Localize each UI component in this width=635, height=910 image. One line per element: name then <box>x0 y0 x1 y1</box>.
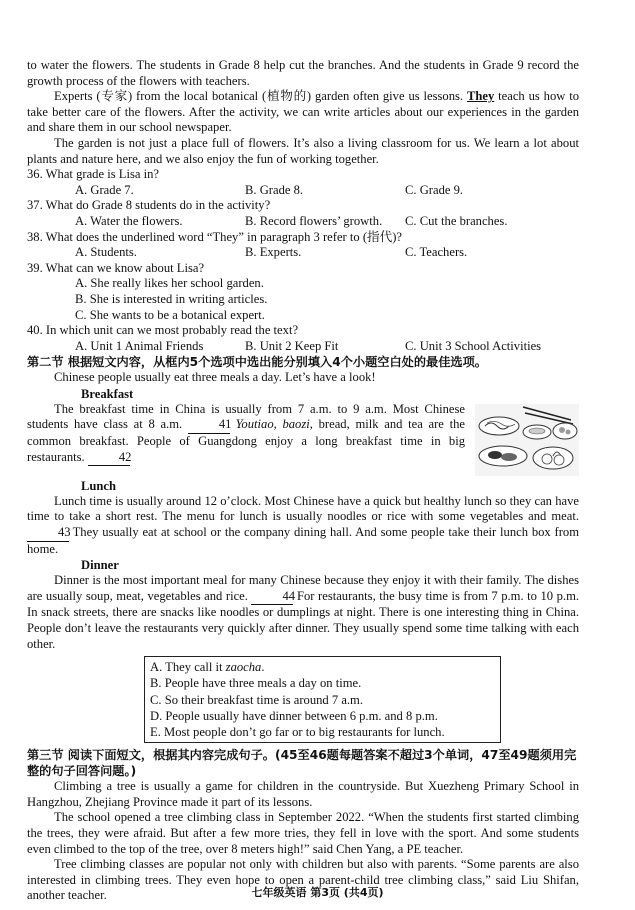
options-box <box>144 656 501 743</box>
blank-43: 43 <box>27 525 69 542</box>
question-36 <box>27 167 579 198</box>
dinner-text: Dinner is the most important meal for many Chinese because they enjoy it with their family. The dishes are usually soup, meat, vegetables and rice. <box>27 573 579 603</box>
option-b: B. Experts. <box>245 245 302 260</box>
breakfast-food-names: Youtiao, baozi, <box>235 417 313 432</box>
option-a: A. Students. <box>75 245 137 260</box>
option-c: C. So their breakfast time is around 7 a.m. <box>150 692 363 707</box>
question-38 <box>27 230 579 261</box>
underlined-they: They <box>466 89 495 104</box>
lunch-paragraph <box>27 494 579 557</box>
section-3-title: 第三节 阅读下面短文，根据其内容完成句子。(45至46题每题答案不超过3个单词，47至49题须用完整的句子回答问题。) <box>27 748 577 779</box>
question-text: 40. In which unit can we most probably read the text? <box>27 323 299 338</box>
option-a: A. She really likes her school garden. <box>75 276 264 291</box>
lunch-text: Lunch time is usually around 12 o’clock. Most Chinese have a quick but healthy lunch so they can have time to take a short rest. The menu for lunch is usually noodles or rice with some vegetables and meat. <box>27 493 579 524</box>
option-c: C. She wants to be a botanical expert. <box>75 307 265 322</box>
question-options <box>27 183 579 199</box>
question-37 <box>27 198 579 229</box>
passage-text: teach us how to take better care of the flowers. After the activity, we can write articles about our experiences in the garden and share them in our school newspaper. <box>27 89 580 135</box>
dinner-heading: Dinner <box>81 558 119 573</box>
passage-text: the local botanical (植物的) garden often give us lessons. <box>164 89 464 104</box>
section-2-title: 第二节 根据短文内容，从框内5个选项中选出能分别填入4个小题空白处的最佳选项。 <box>27 355 487 370</box>
passage-paragraph: The garden is not just a place full of flowers. It’s also a living classroom for us. We learn a lot about plants and nature here, and we also enjoy the fun of working together. <box>27 135 579 166</box>
page-footer: 七年级英语 第3页 (共4页) <box>251 886 384 899</box>
page-content <box>27 58 579 904</box>
option-c: C. Cut the branches. <box>405 213 508 228</box>
passage-paragraph: to water the flowers. The students in Grade 8 help cut the branches. And the students in Grade 9 record the growth process of the flowers with teachers. <box>27 58 579 88</box>
option-b: B. Unit 2 Keep Fit <box>245 338 339 353</box>
passage-paragraph-experts <box>27 89 579 136</box>
blank-44: 44 <box>251 589 293 606</box>
question-text: 37. What do Grade 8 students do in the activity? <box>27 198 271 213</box>
lunch-heading: Lunch <box>81 478 117 493</box>
food-illustration <box>475 404 579 476</box>
passage3-paragraph: Tree climbing classes are popular not only with children but also with parents. “Some parents are also interested in climbing trees. They even hope to open a parent-child tree climbing class,” said Liu Shifan, another teacher. <box>27 857 579 903</box>
option-c: C. Unit 3 School Activities <box>405 338 542 353</box>
option-b: B. Grade 8. <box>245 182 304 197</box>
blank-41: 41 <box>188 417 230 434</box>
dinner-text-2: For restaurants, the busy time is from 7 p.m. to 10 p.m. In snack streets, there are snacks like noodles or dumplings at night. There is one interesting thing in China. People don’t leave the restaurants very quickly after dinner. They usually spend some time talking with each other. <box>27 588 580 651</box>
experts-cn: (专家) from <box>96 89 161 104</box>
option-e: E. Most people don’t go far or to big restaurants for lunch. <box>150 725 445 740</box>
dinner-paragraph <box>27 573 579 652</box>
option-b: B. People have three meals a day on time. <box>150 676 362 691</box>
blank-42: 42 <box>88 450 130 467</box>
option-a: A. Water the flowers. <box>75 213 183 228</box>
intro-text: Chinese people usually eat three meals a day. Let’s have a look! <box>54 370 376 385</box>
option-b: B. Record flowers’ growth. <box>245 213 383 228</box>
lunch-text-2: They usually eat at school or the company dining hall. And some people take their lunch box from home. <box>27 525 580 556</box>
question-40 <box>27 323 579 354</box>
option-a: A. They call it zaocha. <box>150 660 265 675</box>
breakfast-text: The breakfast time in China is usually from 7 a.m. to 9 a.m. Most Chinese students have class at 8 a.m. <box>27 401 465 432</box>
experts-word: Experts <box>54 89 93 104</box>
option-c: C. Grade 9. <box>405 182 464 197</box>
question-text: 36. What grade is Lisa in? <box>27 167 159 182</box>
passage3-paragraph: The school opened a tree climbing class in September 2022. “When the students first started climbing the trees, they were afraid. But after a few more tries, they fell in love with the sport. And some students even climbed to the top of the tree, over 8 meters high!” said Chen Yang, a PE teacher. <box>27 810 579 856</box>
option-b: B. She is interested in writing articles. <box>75 291 268 306</box>
question-options <box>27 245 579 261</box>
question-options <box>27 214 579 230</box>
question-text: 39. What can we know about Lisa? <box>27 260 205 275</box>
passage3-paragraph: Climbing a tree is usually a game for children in the countryside. But Xuezheng Primary School in Hangzhou, Zhejiang Province made it part of its lessons. <box>27 779 579 809</box>
option-a: A. Grade 7. <box>75 182 134 197</box>
option-a: A. Unit 1 Animal Friends <box>75 338 204 353</box>
option-c: C. Teachers. <box>405 245 468 260</box>
question-39 <box>27 261 579 323</box>
breakfast-text-2: bread, milk and tea are the common breakfast. People of Guangdong enjoy a long breakfast time in big restaurants. <box>27 417 465 464</box>
question-options <box>27 339 579 355</box>
option-d: D. People usually have dinner between 6 p.m. and 8 p.m. <box>150 708 438 723</box>
question-text: 38. What does the underlined word “They” in paragraph 3 refer to (指代)? <box>27 229 402 244</box>
breakfast-heading: Breakfast <box>81 386 134 401</box>
